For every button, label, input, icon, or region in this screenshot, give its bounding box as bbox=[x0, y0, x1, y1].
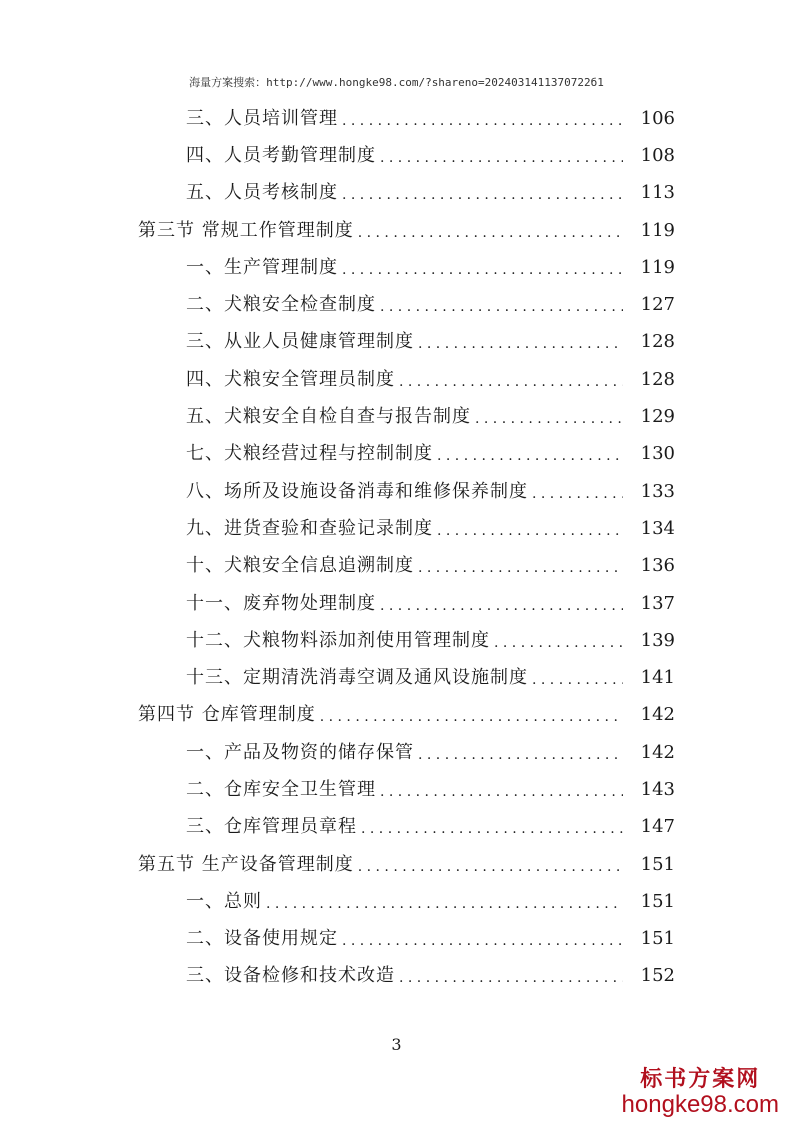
toc-entry[interactable] bbox=[0, 249, 793, 286]
toc-entry-title: 三、设备检修和技术改造 bbox=[186, 967, 399, 985]
toc-dot-leader bbox=[399, 971, 623, 985]
toc-dot-leader bbox=[532, 487, 623, 501]
toc-entry-page: 106 bbox=[623, 110, 675, 128]
toc-dot-leader bbox=[475, 412, 623, 426]
header-note: 海量方案搜索：http://www.hongke98.com/?shareno=2024031411370722б1 bbox=[189, 76, 604, 89]
toc-entry[interactable] bbox=[0, 398, 793, 435]
toc-dot-leader bbox=[418, 748, 623, 762]
toc-dot-leader bbox=[342, 114, 623, 128]
toc-dot-leader bbox=[358, 226, 623, 240]
toc-entry-page: 133 bbox=[623, 483, 675, 501]
toc-entry[interactable] bbox=[0, 622, 793, 659]
toc-dot-leader bbox=[494, 636, 623, 650]
toc-dot-leader bbox=[380, 151, 623, 165]
toc-entry-title: 三、从业人员健康管理制度 bbox=[186, 333, 418, 351]
toc-dot-leader bbox=[361, 822, 623, 836]
toc-entry[interactable] bbox=[0, 175, 793, 212]
toc-entry-page: 128 bbox=[623, 333, 675, 351]
toc-entry-title: 一、生产管理制度 bbox=[186, 259, 342, 277]
toc-entry-page: 141 bbox=[623, 669, 675, 687]
toc-entry[interactable] bbox=[0, 473, 793, 510]
toc-entry-title: 十、犬粮安全信息追溯制度 bbox=[186, 557, 418, 575]
toc-entry[interactable] bbox=[0, 286, 793, 323]
toc-entry-page: 152 bbox=[623, 967, 675, 985]
toc-dot-leader bbox=[358, 860, 623, 874]
toc-entry-title: 四、人员考勤管理制度 bbox=[186, 147, 380, 165]
toc-entry[interactable] bbox=[0, 324, 793, 361]
toc-entry-title: 三、人员培训管理 bbox=[186, 110, 342, 128]
toc-entry-page: 147 bbox=[623, 818, 675, 836]
toc-dot-leader bbox=[380, 785, 623, 799]
toc-entry-title: 第五节 生产设备管理制度 bbox=[138, 856, 358, 874]
toc-entry-page: 129 bbox=[623, 408, 675, 426]
toc-entry-page: 151 bbox=[623, 893, 675, 911]
toc-entry[interactable] bbox=[0, 659, 793, 696]
page-number: 3 bbox=[391, 1035, 402, 1054]
toc-entry-page: 130 bbox=[623, 445, 675, 463]
toc-entry-title: 七、犬粮经营过程与控制制度 bbox=[186, 445, 437, 463]
toc-dot-leader bbox=[532, 673, 623, 687]
toc-entry-page: 127 bbox=[623, 296, 675, 314]
toc-dot-leader bbox=[437, 524, 623, 538]
toc-entry-title: 一、总则 bbox=[186, 893, 266, 911]
toc-dot-leader bbox=[320, 710, 623, 724]
toc-entry-title: 八、场所及设施设备消毒和维修保养制度 bbox=[186, 483, 532, 501]
toc-entry-title: 二、犬粮安全检查制度 bbox=[186, 296, 380, 314]
toc-entry[interactable] bbox=[0, 585, 793, 622]
toc-entry-title: 二、仓库安全卫生管理 bbox=[186, 781, 380, 799]
toc-entry[interactable] bbox=[0, 734, 793, 771]
toc-entry-title: 一、产品及物资的储存保管 bbox=[186, 744, 418, 762]
toc-entry-page: 119 bbox=[623, 259, 675, 277]
toc-dot-leader bbox=[380, 300, 623, 314]
toc-entry[interactable] bbox=[0, 883, 793, 920]
toc-section-entry[interactable] bbox=[0, 697, 793, 734]
toc-entry[interactable] bbox=[0, 809, 793, 846]
toc-entry-title: 三、仓库管理员章程 bbox=[186, 818, 361, 836]
toc-dot-leader bbox=[266, 897, 623, 911]
toc-entry-page: 108 bbox=[623, 147, 675, 165]
toc-entry[interactable] bbox=[0, 921, 793, 958]
toc-entry-title: 五、犬粮安全自检自查与报告制度 bbox=[186, 408, 475, 426]
toc-section-entry[interactable] bbox=[0, 212, 793, 249]
toc-entry-page: 142 bbox=[623, 706, 675, 724]
toc-entry-page: 142 bbox=[623, 744, 675, 762]
toc-entry-page: 137 bbox=[623, 595, 675, 613]
watermark-logo bbox=[622, 1067, 779, 1118]
toc-entry-page: 136 bbox=[623, 557, 675, 575]
toc-dot-leader bbox=[399, 375, 623, 389]
toc-entry[interactable] bbox=[0, 771, 793, 808]
toc-dot-leader bbox=[342, 263, 623, 277]
toc-entry[interactable] bbox=[0, 436, 793, 473]
toc-entry-page: 143 bbox=[623, 781, 675, 799]
toc-dot-leader bbox=[418, 561, 623, 575]
toc-entry-page: 151 bbox=[623, 930, 675, 948]
watermark-en-text: hongke98.com bbox=[621, 1090, 779, 1118]
toc-entry-title: 第三节 常规工作管理制度 bbox=[138, 222, 358, 240]
toc-entry-title: 四、犬粮安全管理员制度 bbox=[186, 371, 399, 389]
watermark-cn-text: 标书方案网 bbox=[640, 1066, 761, 1093]
toc-entry[interactable] bbox=[0, 548, 793, 585]
toc-entry-title: 第四节 仓库管理制度 bbox=[138, 706, 320, 724]
toc-entry[interactable] bbox=[0, 137, 793, 174]
toc-entry-page: 113 bbox=[623, 184, 675, 202]
toc-entry-page: 134 bbox=[623, 520, 675, 538]
toc-entry-page: 119 bbox=[623, 222, 675, 240]
toc-entry-page: 151 bbox=[623, 856, 675, 874]
toc-entry-page: 139 bbox=[623, 632, 675, 650]
toc-dot-leader bbox=[437, 449, 623, 463]
toc-dot-leader bbox=[342, 934, 623, 948]
toc-entry-title: 九、进货查验和查验记录制度 bbox=[186, 520, 437, 538]
toc-entry-title: 十一、废弃物处理制度 bbox=[186, 595, 380, 613]
toc-entry[interactable] bbox=[0, 510, 793, 547]
toc-entry-title: 十三、定期清洗消毒空调及通风设施制度 bbox=[186, 669, 532, 687]
toc-entry-title: 二、设备使用规定 bbox=[186, 930, 342, 948]
table-of-contents bbox=[0, 100, 793, 995]
toc-entry-title: 五、人员考核制度 bbox=[186, 184, 342, 202]
toc-section-entry[interactable] bbox=[0, 846, 793, 883]
toc-dot-leader bbox=[418, 337, 623, 351]
toc-entry[interactable] bbox=[0, 958, 793, 995]
toc-entry-title: 十二、犬粮物料添加剂使用管理制度 bbox=[186, 632, 494, 650]
toc-entry[interactable] bbox=[0, 361, 793, 398]
toc-dot-leader bbox=[342, 188, 623, 202]
toc-entry-page: 128 bbox=[623, 371, 675, 389]
toc-entry[interactable] bbox=[0, 100, 793, 137]
toc-dot-leader bbox=[380, 599, 623, 613]
